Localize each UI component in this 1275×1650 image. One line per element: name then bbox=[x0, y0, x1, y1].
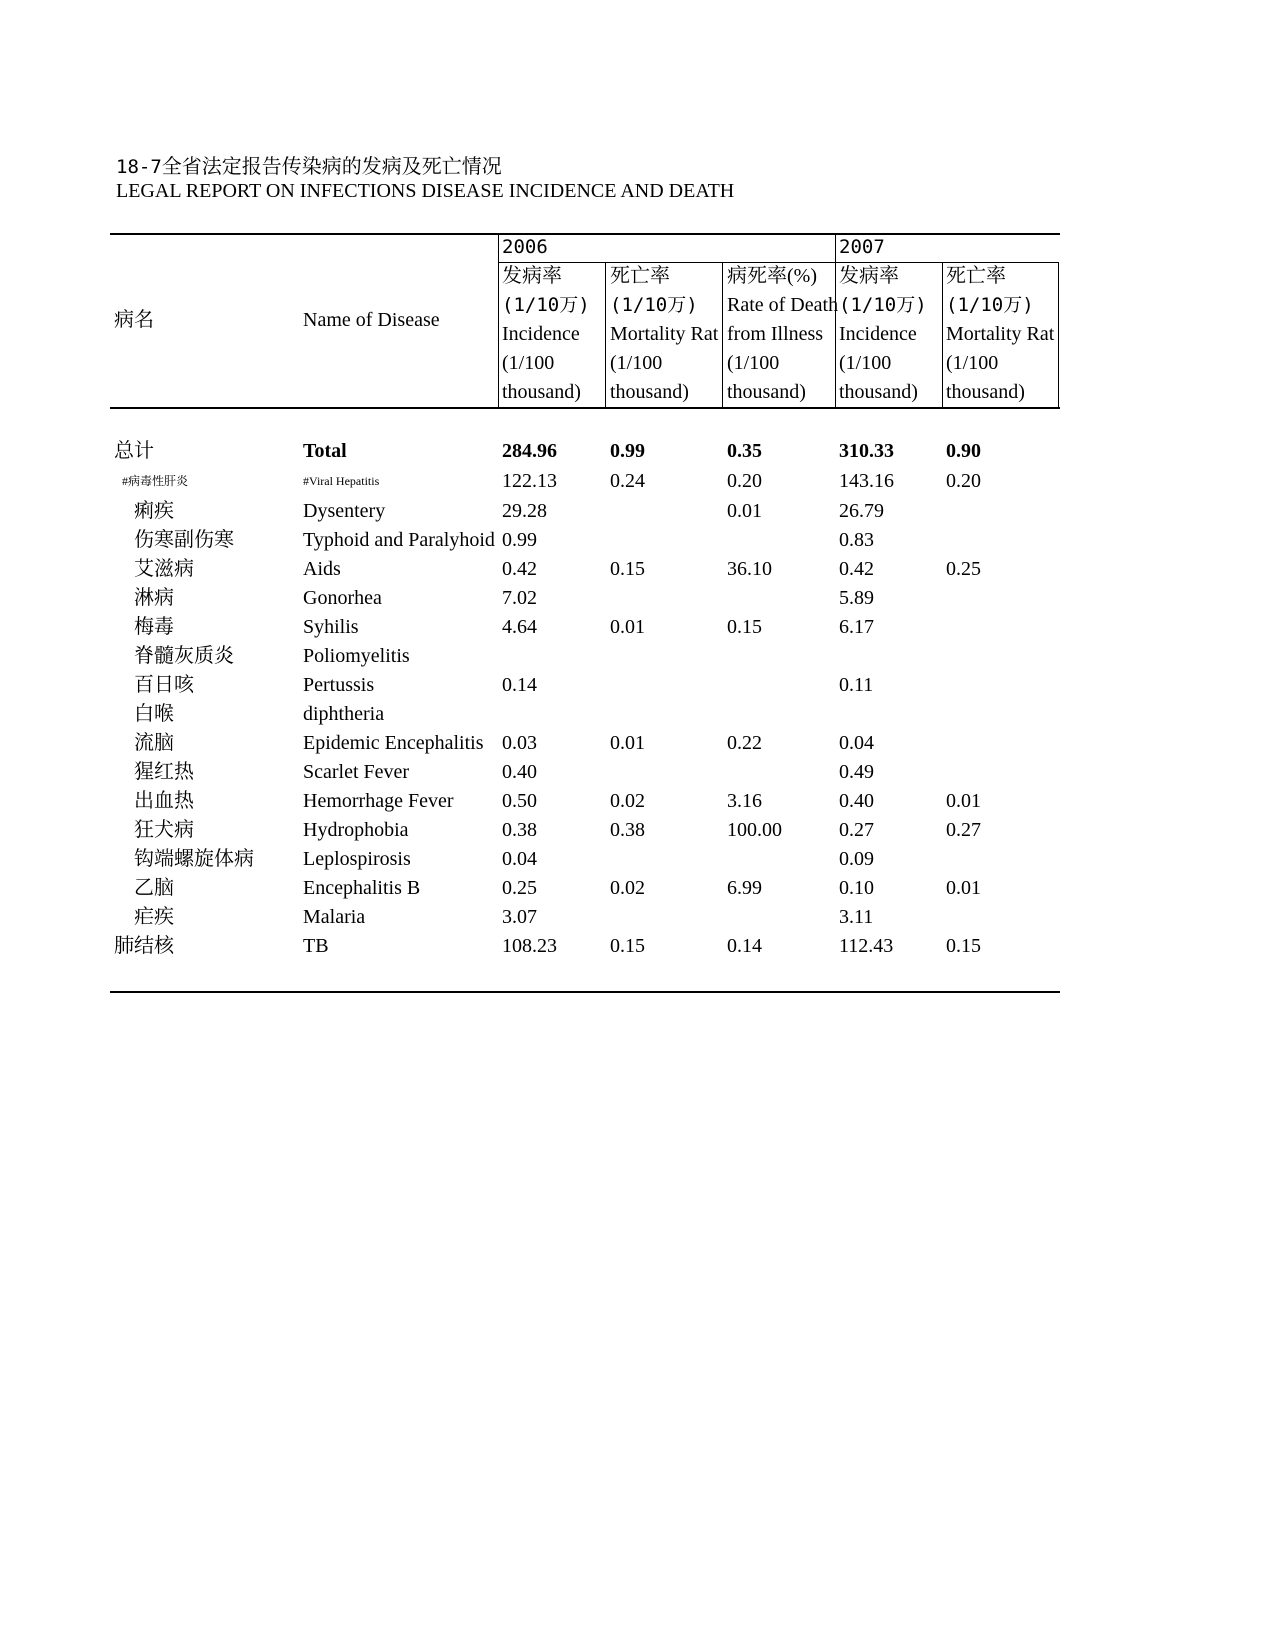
table-cell: 0.01 bbox=[946, 790, 981, 812]
row-name-en: Aids bbox=[303, 558, 341, 580]
table-cell: 0.38 bbox=[502, 819, 537, 841]
table-cell: 0.15 bbox=[946, 935, 981, 957]
header-col-4-line-2: (1/10万) bbox=[839, 294, 927, 316]
table-cell: 0.04 bbox=[839, 732, 874, 754]
header-col-2-line-4: (1/100 bbox=[610, 352, 663, 374]
table-cell: 0.04 bbox=[502, 848, 537, 870]
row-name-zh: 出血热 bbox=[134, 790, 194, 812]
table-cell: 310.33 bbox=[839, 440, 894, 462]
table-cell: 0.27 bbox=[946, 819, 981, 841]
table-cell: 0.25 bbox=[946, 558, 981, 580]
table-cell: 3.16 bbox=[727, 790, 762, 812]
header-col-3-line-2: Rate of Death bbox=[727, 294, 839, 316]
row-name-zh: 肺结核 bbox=[114, 935, 174, 957]
row-name-en: TB bbox=[303, 935, 329, 957]
row-name-zh: 流脑 bbox=[134, 732, 174, 754]
row-name-zh: 伤寒副伤寒 bbox=[134, 529, 234, 551]
row-name-zh: #病毒性肝炎 bbox=[122, 474, 189, 488]
header-col-1-line-5: thousand) bbox=[502, 381, 581, 403]
row-name-en: diphtheria bbox=[303, 703, 385, 725]
row-name-zh: 百日咳 bbox=[134, 674, 194, 696]
header-border bbox=[942, 262, 943, 408]
row-name-en: Total bbox=[303, 440, 347, 462]
header-name-en: Name of Disease bbox=[303, 309, 440, 331]
row-name-en: #Viral Hepatitis bbox=[303, 474, 380, 488]
header-col-2-line-2: (1/10万) bbox=[610, 294, 698, 316]
table-cell: 0.24 bbox=[610, 470, 645, 492]
table-cell: 4.64 bbox=[502, 616, 537, 638]
table-cell: 0.25 bbox=[502, 877, 537, 899]
table-cell: 0.40 bbox=[502, 761, 537, 783]
table-cell: 0.42 bbox=[502, 558, 537, 580]
table-cell: 0.01 bbox=[610, 732, 645, 754]
table-cell: 0.99 bbox=[502, 529, 537, 551]
header-col-3-line-4: (1/100 bbox=[727, 352, 780, 374]
table-cell: 5.89 bbox=[839, 587, 874, 609]
table-cell: 122.13 bbox=[502, 470, 557, 492]
table-cell: 0.42 bbox=[839, 558, 874, 580]
row-name-en: Malaria bbox=[303, 906, 366, 928]
header-col-1-line-3: Incidence bbox=[502, 323, 580, 345]
header-col-1-line-2: (1/10万) bbox=[502, 294, 590, 316]
table-cell: 0.02 bbox=[610, 790, 645, 812]
table-cell: 0.14 bbox=[502, 674, 537, 696]
table-cell: 3.07 bbox=[502, 906, 537, 928]
header-bottom-rule bbox=[110, 407, 1060, 409]
table-cell: 0.20 bbox=[946, 470, 981, 492]
table-cell: 0.15 bbox=[610, 935, 645, 957]
row-name-en: Hemorrhage Fever bbox=[303, 790, 454, 812]
header-col-4-line-4: (1/100 bbox=[839, 352, 892, 374]
header-col-4-line-1: 发病率 bbox=[839, 265, 899, 287]
row-name-en: Hydrophobia bbox=[303, 819, 409, 841]
table-cell: 108.23 bbox=[502, 935, 557, 957]
title-chinese-text: 全省法定报告传染病的发病及死亡情况 bbox=[161, 156, 502, 178]
table-cell: 0.10 bbox=[839, 877, 874, 899]
table-cell: 7.02 bbox=[502, 587, 537, 609]
header-name-zh: 病名 bbox=[114, 309, 154, 331]
header-col-5-line-1: 死亡率 bbox=[946, 265, 1006, 287]
table-cell: 0.14 bbox=[727, 935, 762, 957]
header-col-4-line-3: Incidence bbox=[839, 323, 917, 345]
row-name-en: Typhoid and Paralyhoid bbox=[303, 529, 495, 551]
table-cell: 0.35 bbox=[727, 440, 762, 462]
header-border bbox=[605, 262, 606, 408]
table-cell: 29.28 bbox=[502, 500, 547, 522]
header-col-1-line-4: (1/100 bbox=[502, 352, 555, 374]
header-border bbox=[722, 262, 723, 408]
header-col-4-line-5: thousand) bbox=[839, 381, 918, 403]
row-name-zh: 艾滋病 bbox=[134, 558, 194, 580]
header-col-3-line-3: from Illness bbox=[727, 323, 824, 345]
header-col-5-line-5: thousand) bbox=[946, 381, 1025, 403]
row-name-zh: 痢疾 bbox=[134, 500, 174, 522]
table-cell: 3.11 bbox=[839, 906, 874, 928]
header-col-3-line-5: thousand) bbox=[727, 381, 806, 403]
row-name-zh: 猩红热 bbox=[134, 761, 194, 783]
header-border bbox=[498, 234, 499, 408]
table-cell: 0.40 bbox=[839, 790, 874, 812]
table-cell: 26.79 bbox=[839, 500, 884, 522]
table-cell: 143.16 bbox=[839, 470, 894, 492]
row-name-en: Scarlet Fever bbox=[303, 761, 410, 783]
row-name-en: Poliomyelitis bbox=[303, 645, 410, 667]
title-english: LEGAL REPORT ON INFECTIONS DISEASE INCIDENCE AND DEATH bbox=[116, 180, 735, 202]
header-col-3-line-1: 病死率(%) bbox=[727, 265, 817, 287]
row-name-en: Epidemic Encephalitis bbox=[303, 732, 484, 754]
table-number: 18-7 bbox=[116, 156, 162, 178]
table-cell: 0.01 bbox=[727, 500, 762, 522]
header-col-5-line-2: (1/10万) bbox=[946, 294, 1034, 316]
table-cell: 6.17 bbox=[839, 616, 874, 638]
table-cell: 0.50 bbox=[502, 790, 537, 812]
header-year-2006: 2006 bbox=[502, 236, 548, 258]
table-cell: 0.49 bbox=[839, 761, 874, 783]
row-name-zh: 白喉 bbox=[134, 703, 174, 725]
row-name-zh: 乙脑 bbox=[134, 877, 174, 899]
row-name-zh: 总计 bbox=[114, 440, 154, 462]
table-cell: 0.15 bbox=[727, 616, 762, 638]
table-bottom-rule bbox=[110, 991, 1060, 993]
table-cell: 0.27 bbox=[839, 819, 874, 841]
table-cell: 6.99 bbox=[727, 877, 762, 899]
header-col-5-line-3: Mortality Rat bbox=[946, 323, 1055, 345]
table-cell: 0.02 bbox=[610, 877, 645, 899]
table-cell: 0.11 bbox=[839, 674, 874, 696]
row-name-en: Leplospirosis bbox=[303, 848, 411, 870]
table-cell: 0.03 bbox=[502, 732, 537, 754]
table-cell: 0.99 bbox=[610, 440, 645, 462]
header-col-5-line-4: (1/100 bbox=[946, 352, 999, 374]
table-cell: 284.96 bbox=[502, 440, 557, 462]
row-name-en: Gonorhea bbox=[303, 587, 382, 609]
row-name-en: Syhilis bbox=[303, 616, 359, 638]
title-chinese bbox=[116, 150, 502, 179]
header-col-1-line-1: 发病率 bbox=[502, 265, 562, 287]
table-cell: 0.22 bbox=[727, 732, 762, 754]
table-cell: 0.09 bbox=[839, 848, 874, 870]
table-cell: 36.10 bbox=[727, 558, 772, 580]
header-year-2007: 2007 bbox=[839, 236, 885, 258]
header-col-2-line-1: 死亡率 bbox=[610, 265, 670, 287]
table-cell: 0.01 bbox=[610, 616, 645, 638]
table-cell: 0.01 bbox=[946, 877, 981, 899]
table-cell: 0.38 bbox=[610, 819, 645, 841]
table-cell: 0.83 bbox=[839, 529, 874, 551]
table-cell: 0.20 bbox=[727, 470, 762, 492]
row-name-en: Dysentery bbox=[303, 500, 386, 522]
row-name-zh: 脊髓灰质炎 bbox=[134, 645, 234, 667]
row-name-zh: 梅毒 bbox=[134, 616, 174, 638]
table-cell: 100.00 bbox=[727, 819, 782, 841]
header-col-2-line-3: Mortality Rat bbox=[610, 323, 719, 345]
row-name-zh: 钩端螺旋体病 bbox=[134, 848, 254, 870]
row-name-zh: 疟疾 bbox=[134, 906, 174, 928]
header-border bbox=[1058, 262, 1059, 408]
row-name-en: Encephalitis B bbox=[303, 877, 421, 899]
row-name-zh: 狂犬病 bbox=[134, 819, 194, 841]
header-col-2-line-5: thousand) bbox=[610, 381, 689, 403]
row-name-en: Pertussis bbox=[303, 674, 375, 696]
row-name-zh: 淋病 bbox=[134, 587, 174, 609]
table-cell: 0.15 bbox=[610, 558, 645, 580]
table-top-rule bbox=[110, 233, 1060, 235]
table-cell: 112.43 bbox=[839, 935, 894, 957]
table-cell: 0.90 bbox=[946, 440, 981, 462]
